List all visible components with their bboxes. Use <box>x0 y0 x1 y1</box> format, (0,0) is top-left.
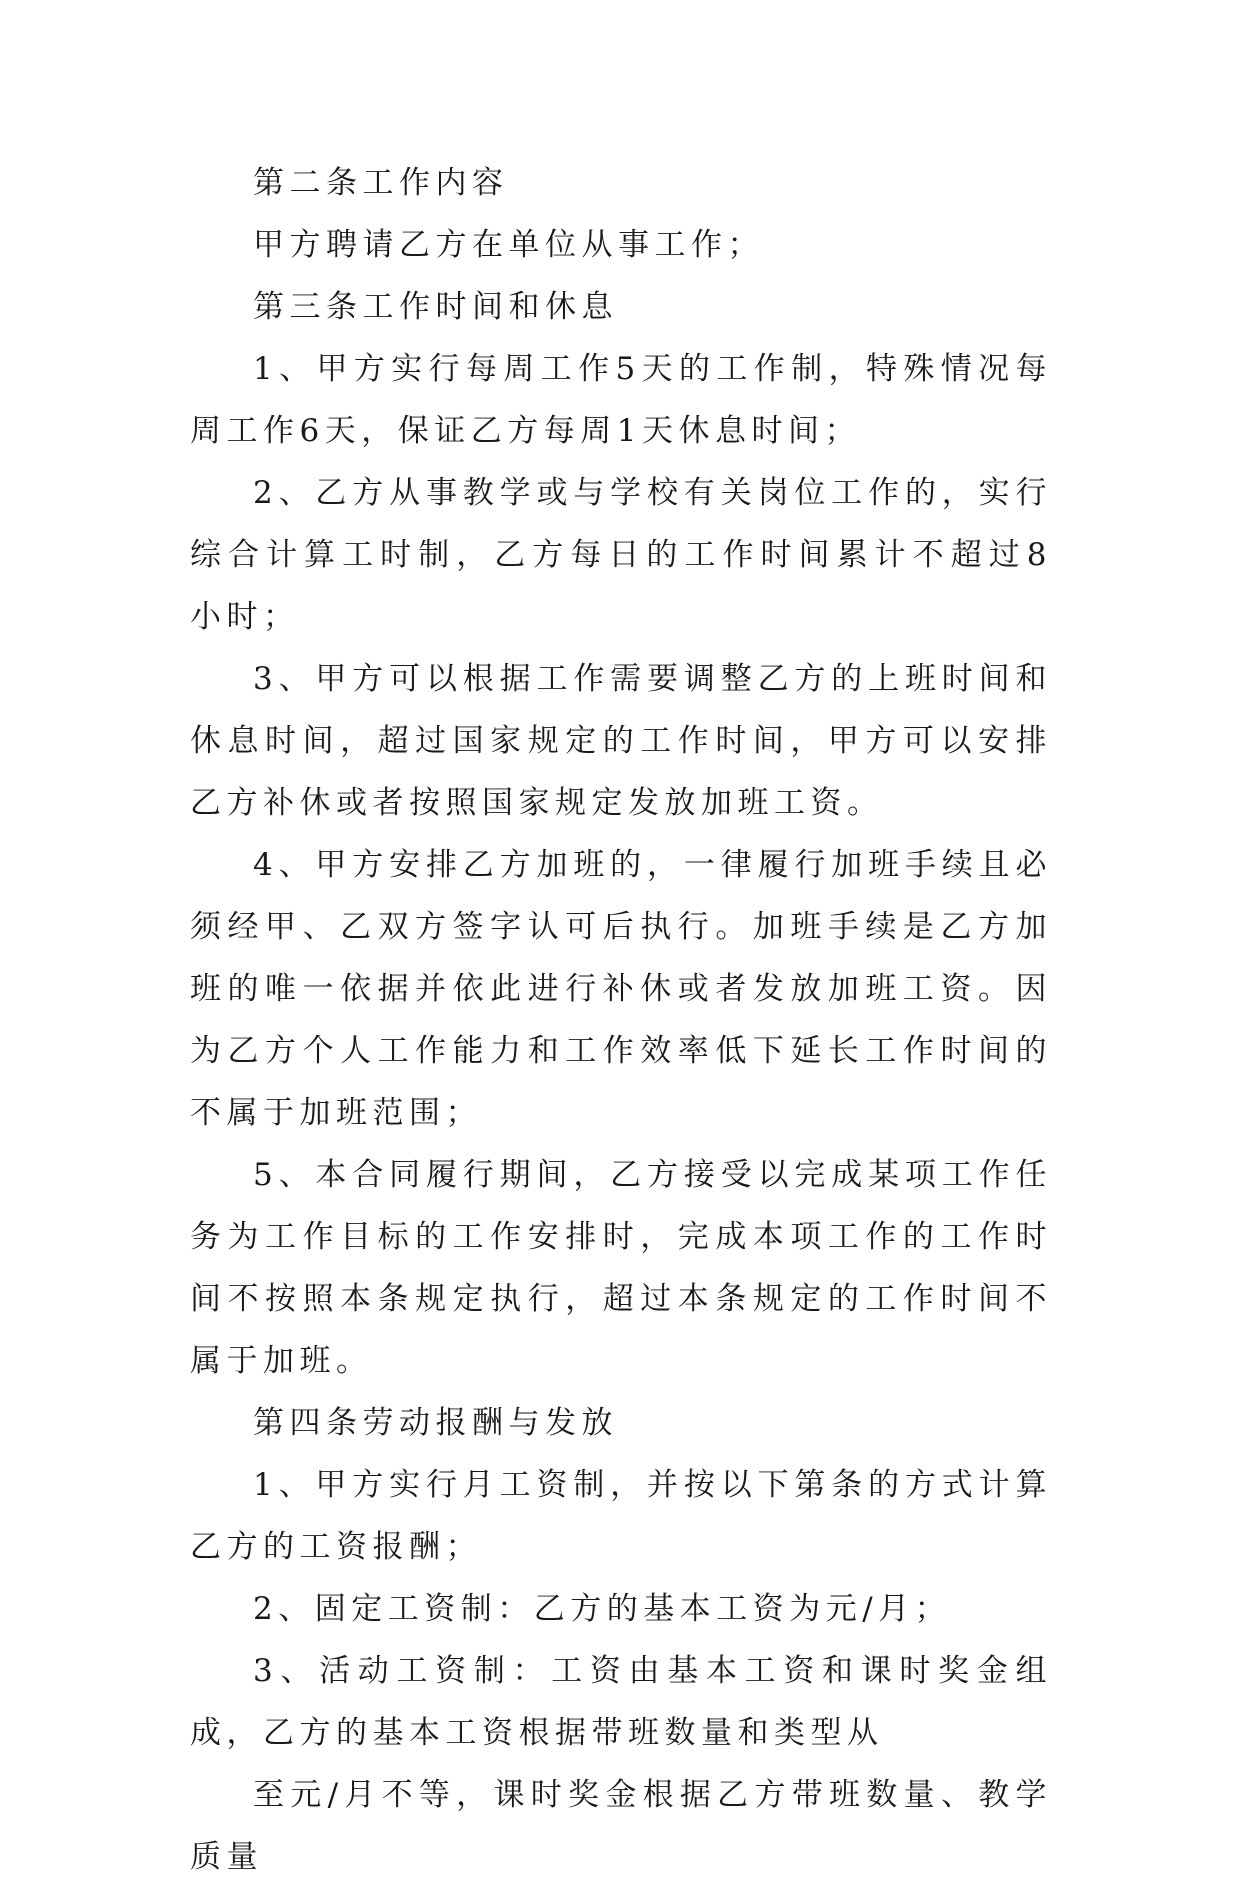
clause-item: 1、甲方实行每周工作5天的工作制，特殊情况每周工作6天，保证乙方每周1天休息时间； <box>190 351 1052 449</box>
clause-item: 3、活动工资制：工资由基本工资和课时奖金组成，乙方的基本工资根据带班数量和类型从 <box>190 1653 1052 1751</box>
paragraph: 至元/月不等，课时奖金根据乙方带班数量、教学质量 <box>190 1777 1052 1875</box>
clause-item: 2、乙方从事教学或与学校有关岗位工作的，实行综合计算工时制，乙方每日的工作时间累计不超过8小时； <box>190 475 1052 635</box>
section-heading-remuneration: 第四条劳动报酬与发放 <box>253 1405 618 1441</box>
section-heading-work-hours: 第三条工作时间和休息 <box>253 289 618 325</box>
paragraph: 甲方聘请乙方在单位从事工作； <box>253 227 764 263</box>
section-heading-work-content: 第二条工作内容 <box>253 165 509 201</box>
clause-item: 1、甲方实行月工资制，并按以下第条的方式计算乙方的工资报酬； <box>190 1467 1052 1565</box>
clause-item: 3、甲方可以根据工作需要调整乙方的上班时间和休息时间，超过国家规定的工作时间，甲方可以安排乙方补休或者按照国家规定发放加班工资。 <box>190 661 1052 821</box>
document-body <box>190 152 1052 1888</box>
clause-item: 2、固定工资制：乙方的基本工资为元/月； <box>253 1591 952 1627</box>
clause-item: 5、本合同履行期间，乙方接受以完成某项工作任务为工作目标的工作安排时，完成本项工作的工作时间不按照本条规定执行，超过本条规定的工作时间不属于加班。 <box>190 1157 1052 1379</box>
clause-item: 4、甲方安排乙方加班的，一律履行加班手续且必须经甲、乙双方签字认可后执行。加班手续是乙方加班的唯一依据并依此进行补休或者发放加班工资。因为乙方个人工作能力和工作效率低下延长工作时间的不属于加班范围； <box>190 847 1052 1131</box>
